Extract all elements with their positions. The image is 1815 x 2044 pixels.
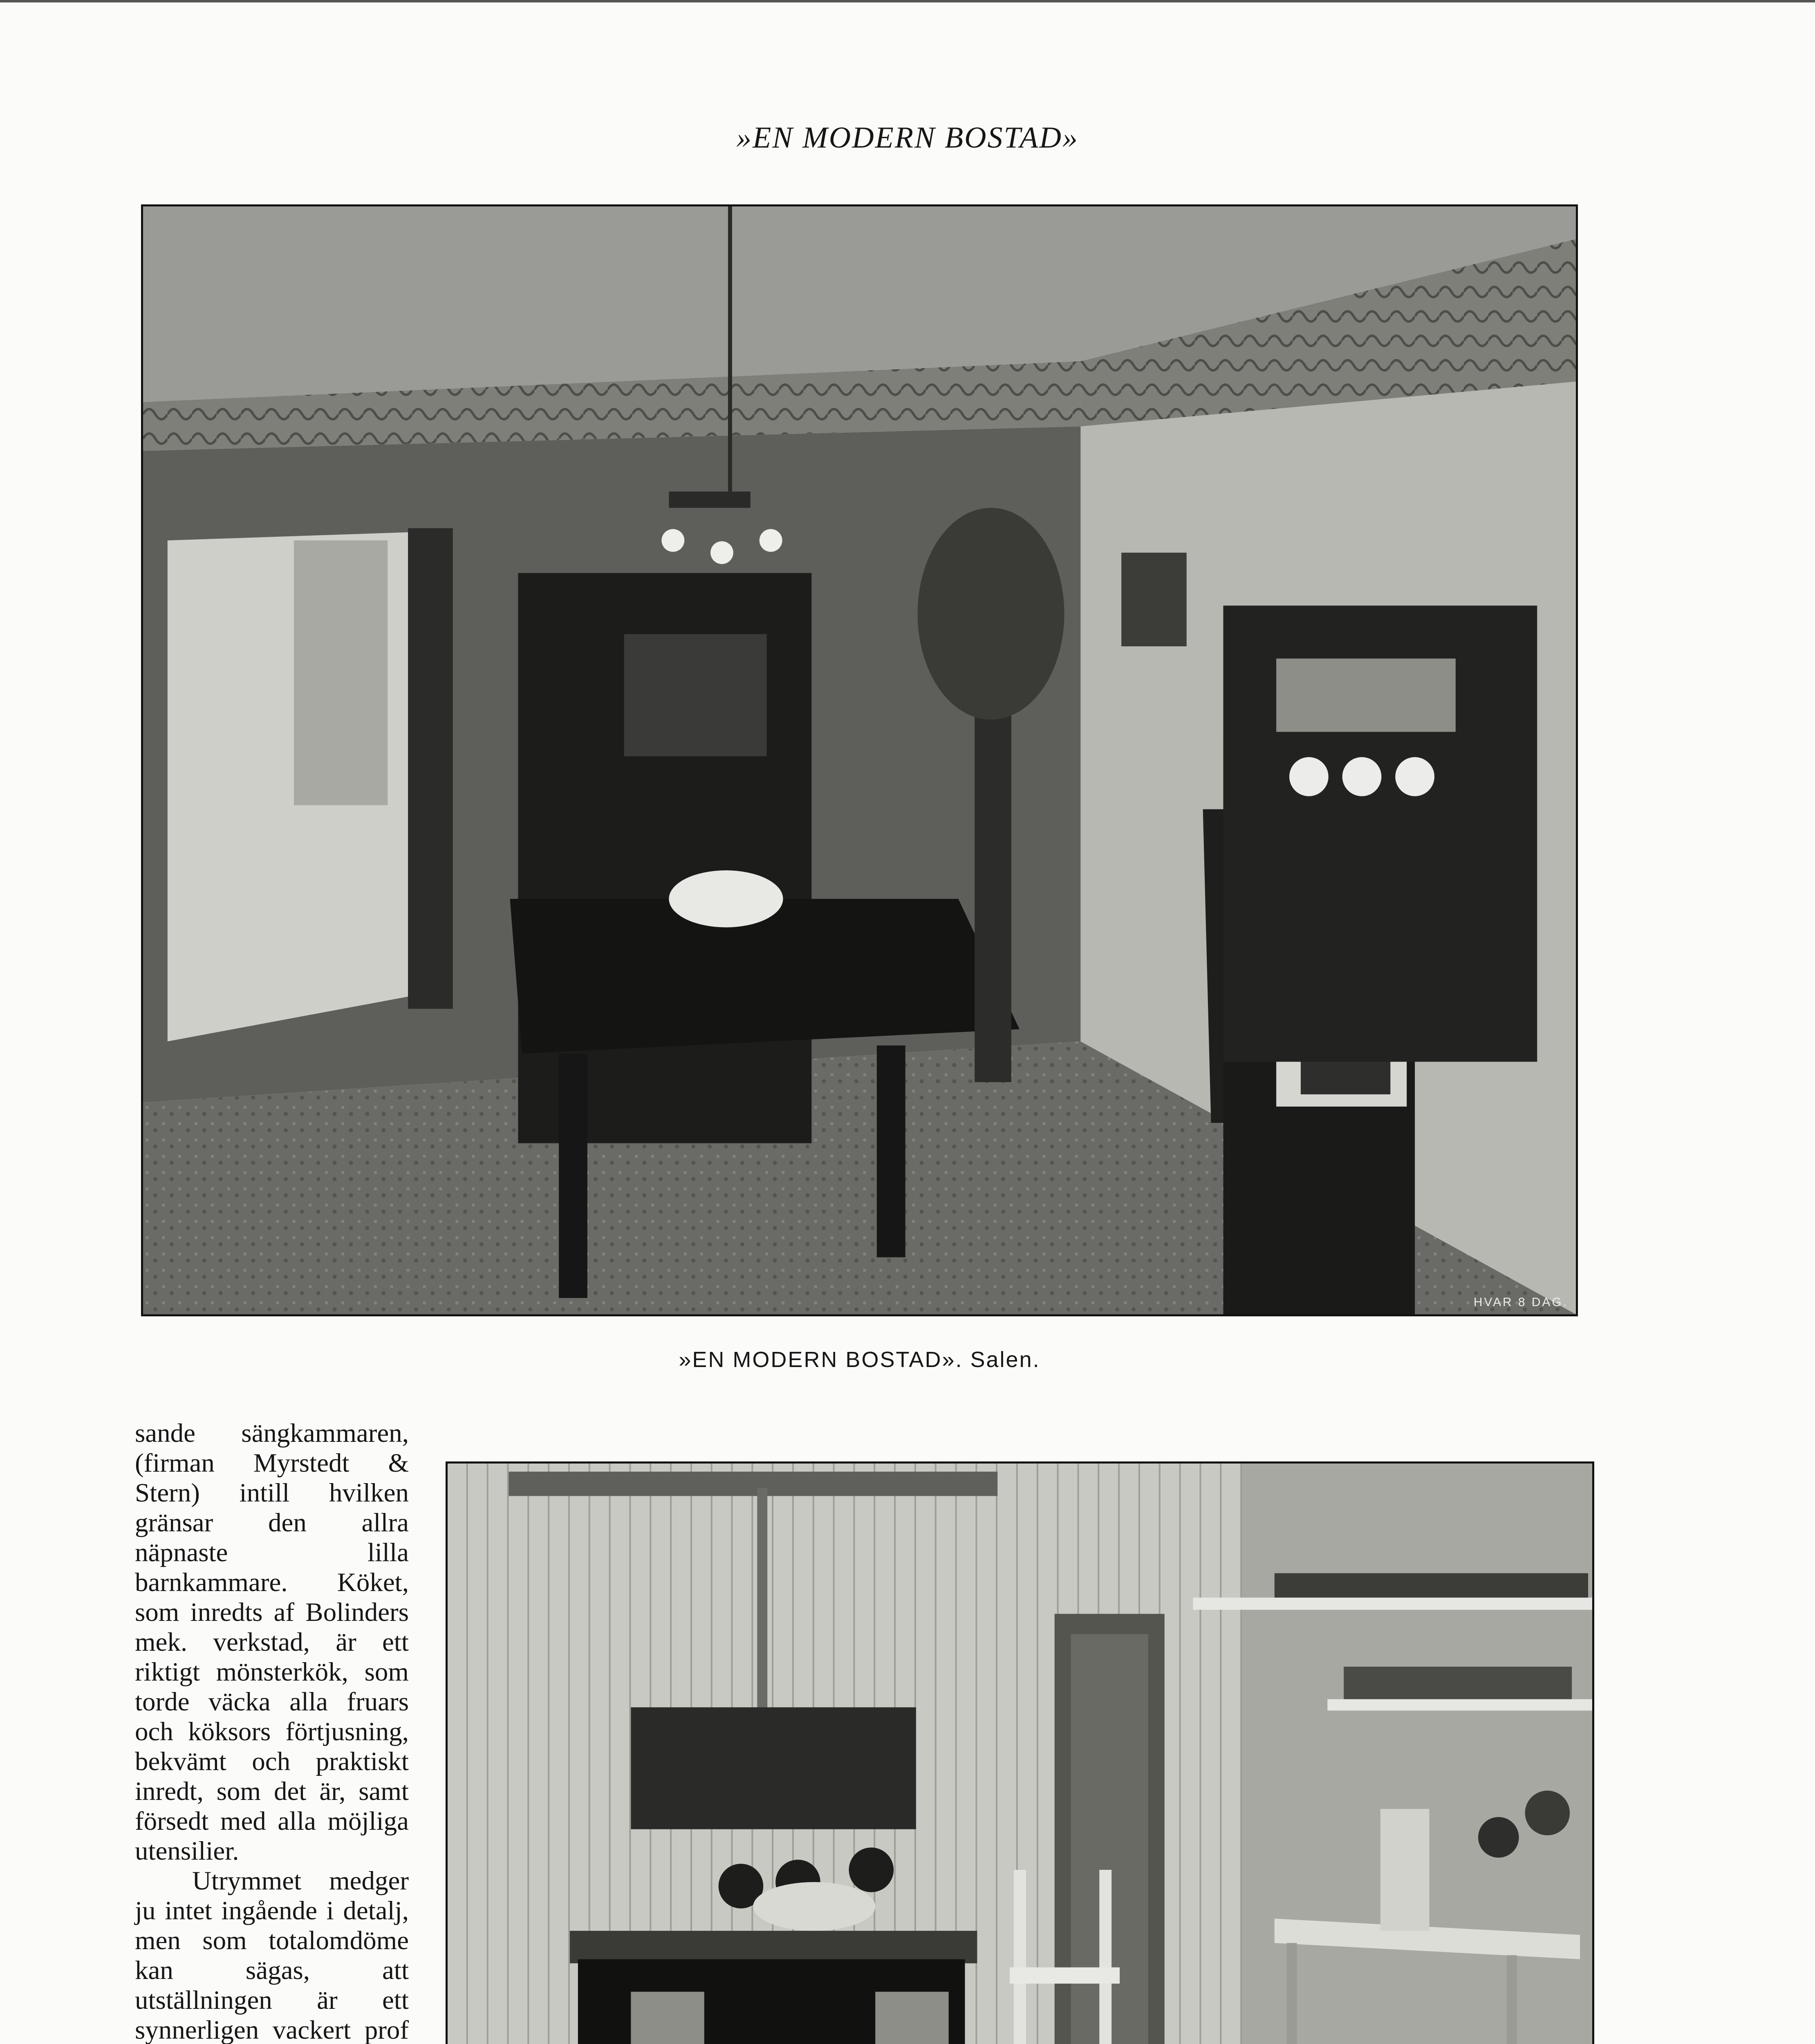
- page-top-border: [0, 0, 1815, 2]
- running-title: »EN MODERN BOSTAD»: [736, 121, 1079, 155]
- kitchen-illustration: [448, 1464, 1592, 2044]
- kitchen-photo: [446, 1461, 1594, 2044]
- body-paragraph-1: sande sängkammaren, (firman Myrstedt & Stern) intill hvilken gränsar den allra näpnaste lilla barnkammare. Köket, som inredts af Bolinders mek. verkstad, är ett riktigt mönsterkök, som torde väcka alla fruars och köksors förtjusning, bekvämt och praktiskt inredt, som det är, samt försedt med alla möjliga utensilier.: [135, 1419, 409, 1866]
- dining-room-photo: [141, 204, 1578, 1316]
- body-text-column: [135, 1419, 409, 2044]
- body-paragraph-2: Utrymmet medger ju intet ingående i detalj, men som totalomdöme kan sägas, att utställningen är ett synnerligen vackert prof: [135, 1866, 409, 2044]
- dining-room-engraver-credit: HVAR 8 DAG.: [1473, 1295, 1568, 1309]
- dining-room-illustration: [143, 206, 1576, 1314]
- dining-room-caption: »EN MODERN BOSTAD». Salen.: [679, 1347, 1040, 1372]
